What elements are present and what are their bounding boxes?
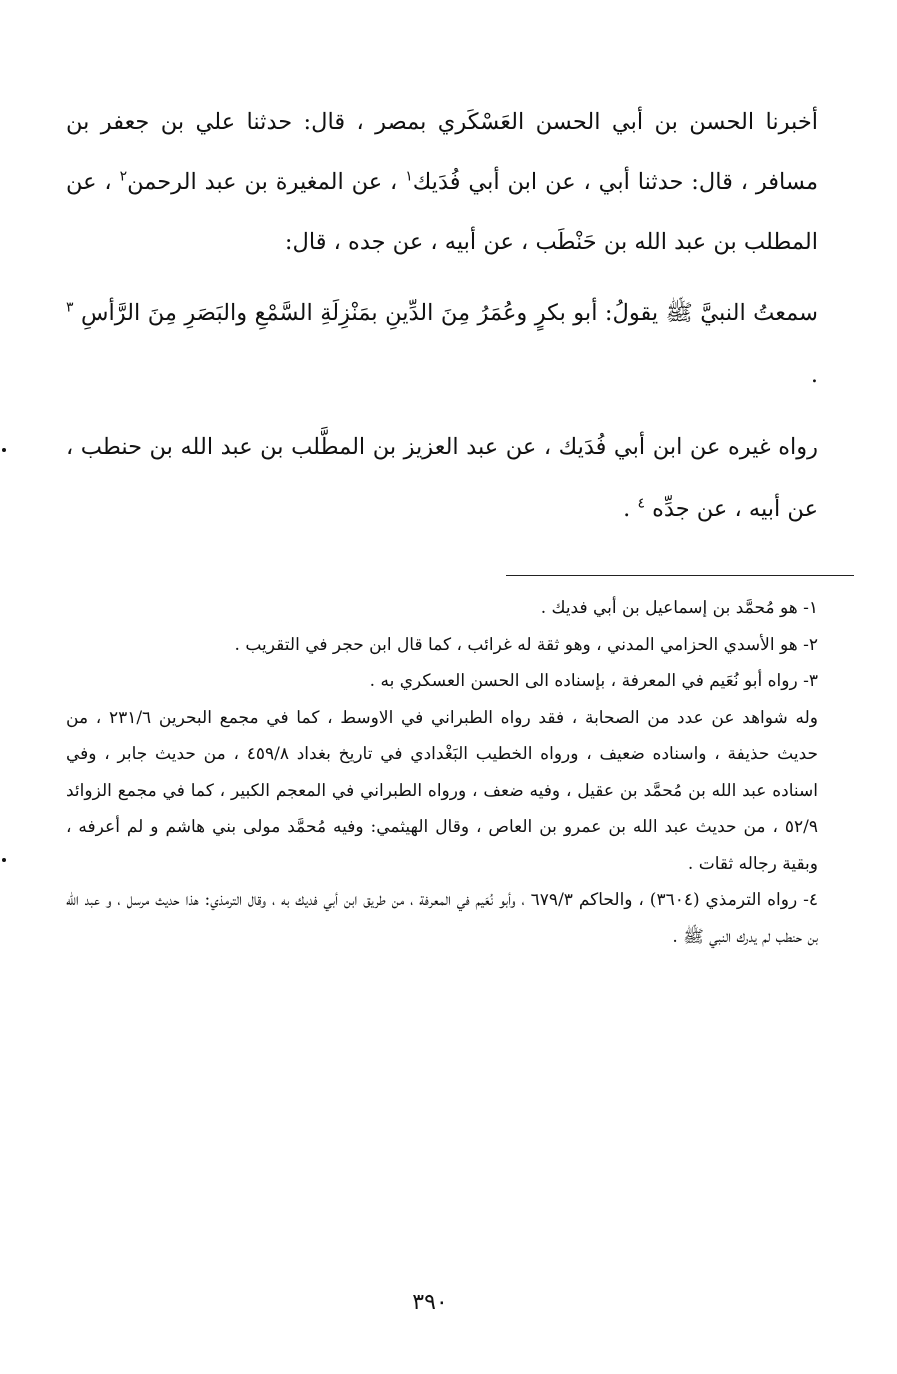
footnote-ref-1: ١ bbox=[405, 168, 413, 185]
footnote-separator bbox=[506, 575, 854, 576]
scan-mark bbox=[2, 858, 6, 862]
hadith-paragraph bbox=[66, 282, 818, 406]
footnote-3: ٣- رواه أبو نُعَيم في المعرفة ، بإسناده الى الحسن العسكري به . bbox=[369, 671, 818, 691]
page-number: ٣٩٠ bbox=[412, 1290, 448, 1315]
footnote-2: ٢- هو الأسدي الحزامي المدني ، وهو ثقة له غرائب ، كما قال ابن حجر في التقريب . bbox=[234, 634, 818, 655]
hadith-text: سمعتُ النبيَّ ﷺ يقولُ: أبو بكرٍ وعُمَرُ مِنَ الدِّينِ بمَنْزِلَةِ السَّمْعِ والبَصَرِ مِنَ الرَّأسِ bbox=[81, 300, 818, 326]
hadith-end: . bbox=[810, 362, 818, 388]
footnote-ref-4: ٤ bbox=[637, 495, 645, 512]
main-text bbox=[66, 92, 818, 550]
narration-paragraph bbox=[66, 416, 818, 540]
scan-mark bbox=[2, 448, 6, 452]
footnotes bbox=[66, 590, 818, 955]
isnad-paragraph bbox=[66, 92, 818, 272]
footnote-1: ١- هو مُحمَّد بن إسماعيل بن أبي فديك . bbox=[540, 598, 818, 618]
footnote-ref-3: ٣ bbox=[66, 299, 74, 316]
footnote-ref-2: ٢ bbox=[119, 168, 128, 185]
footnote-3-continued: وله شواهد عن عدد من الصحابة ، فقد رواه الطبراني في الاوسط ، كما في مجمع البحرين ٢٣١/٦ ، من حديث حذيفة ، واسناده ضعيف ، ورواه الخطيب البَغْدادي في تاريخ بغداد ٤٥٩/٨ ، من حديث جابر ، وفي اسناده عبد الله بن مُحمَّد بن عقيل ، وفيه ضعف ، ورواه الطبراني في المعجم الكبير ، كما في مجمع الزوائد ٥٢/٩ ، من حديث عبد الله بن عمرو بن العاص ، وقال الهيثمي: وفيه مُحمَّد مولى بني هاشم و لم أعرفه ، وبقية رجاله ثقات . bbox=[66, 707, 819, 874]
narration-text: رواه غيره عن ابن أبي فُدَيك ، عن عبد العزيز بن المطَّلب بن عبد الله بن حنطب ، عن أبيه ، عن جدِّه bbox=[66, 434, 818, 522]
isnad-text-2: ، عن المغيرة بن عبد الرحمن bbox=[127, 169, 406, 195]
narration-end: . bbox=[623, 496, 638, 522]
isnad-text-1: أخبرنا الحسن بن أبي الحسن العَسْكَري بمصر ، قال: حدثنا علي بن جعفر بن مسافر ، قال: حدثنا أبي ، عن ابن أبي فُدَيك bbox=[66, 109, 819, 195]
isnad-text-3: ، عن المطلب بن عبد الله بن حَنْطَب ، عن أبيه ، عن جده ، قال: bbox=[66, 169, 818, 255]
footnote-4: ٤- رواه الترمذي (٣٦٠٤) ، والحاكم ٦٧٩/٣ ، وأبو نُعَيم في المعرفة ، من طريق ابن أبي فديك به ، وقال الترمذي: هذا حديث مرسل ، و عبد الله بن حنطب لم يدرك النبي ﷺ . bbox=[66, 890, 818, 947]
